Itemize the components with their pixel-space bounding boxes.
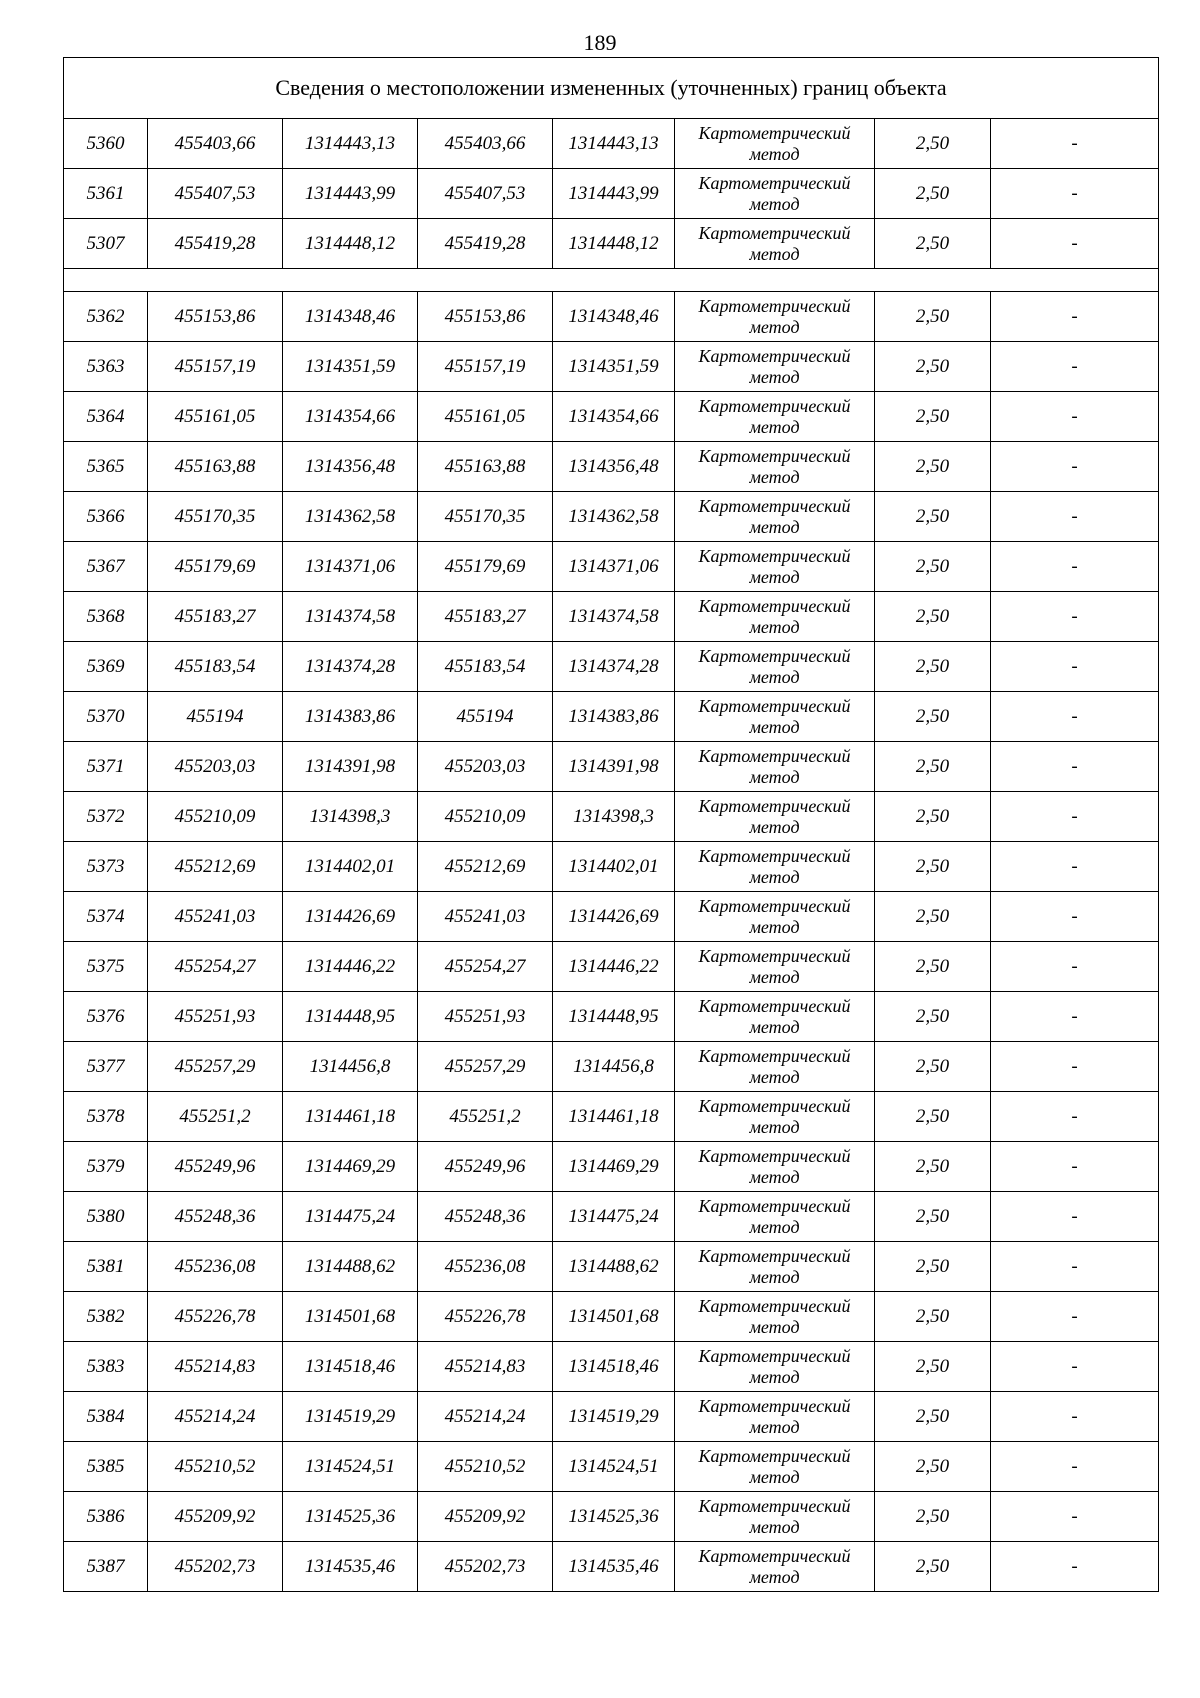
refined-x-cell: 455210,09 <box>418 792 553 842</box>
accuracy-cell: 2,50 <box>875 992 991 1042</box>
method-cell: Картометрический метод <box>675 1292 875 1342</box>
method-cell: Картометрический метод <box>675 1342 875 1392</box>
note-cell: - <box>991 1442 1159 1492</box>
refined-x-cell: 455241,03 <box>418 892 553 942</box>
note-cell: - <box>991 1242 1159 1292</box>
existing-x-cell: 455163,88 <box>148 442 283 492</box>
table-row <box>64 1542 1159 1592</box>
point-number-cell: 5379 <box>64 1142 148 1192</box>
point-number-cell: 5375 <box>64 942 148 992</box>
method-cell: Картометрический метод <box>675 1392 875 1442</box>
refined-x-cell: 455254,27 <box>418 942 553 992</box>
refined-y-cell: 1314469,29 <box>553 1142 675 1192</box>
accuracy-cell: 2,50 <box>875 1392 991 1442</box>
accuracy-cell: 2,50 <box>875 169 991 219</box>
accuracy-cell: 2,50 <box>875 1242 991 1292</box>
accuracy-cell: 2,50 <box>875 842 991 892</box>
accuracy-cell: 2,50 <box>875 942 991 992</box>
method-cell: Картометрический метод <box>675 592 875 642</box>
refined-y-cell: 1314446,22 <box>553 942 675 992</box>
point-number-cell: 5366 <box>64 492 148 542</box>
existing-x-cell: 455161,05 <box>148 392 283 442</box>
existing-y-cell: 1314448,95 <box>283 992 418 1042</box>
accuracy-cell: 2,50 <box>875 592 991 642</box>
table-row <box>64 542 1159 592</box>
accuracy-cell: 2,50 <box>875 892 991 942</box>
existing-y-cell: 1314443,13 <box>283 119 418 169</box>
accuracy-cell: 2,50 <box>875 119 991 169</box>
table-row <box>64 342 1159 392</box>
refined-x-cell: 455202,73 <box>418 1542 553 1592</box>
point-number-cell: 5386 <box>64 1492 148 1542</box>
refined-y-cell: 1314374,58 <box>553 592 675 642</box>
existing-y-cell: 1314448,12 <box>283 219 418 269</box>
existing-x-cell: 455194 <box>148 692 283 742</box>
existing-y-cell: 1314475,24 <box>283 1192 418 1242</box>
table-row <box>64 119 1159 169</box>
point-number-cell: 5380 <box>64 1192 148 1242</box>
existing-y-cell: 1314535,46 <box>283 1542 418 1592</box>
existing-y-cell: 1314524,51 <box>283 1442 418 1492</box>
method-cell: Картометрический метод <box>675 1542 875 1592</box>
note-cell: - <box>991 942 1159 992</box>
point-number-cell: 5370 <box>64 692 148 742</box>
refined-y-cell: 1314383,86 <box>553 692 675 742</box>
method-cell: Картометрический метод <box>675 169 875 219</box>
point-number-cell: 5373 <box>64 842 148 892</box>
refined-x-cell: 455257,29 <box>418 1042 553 1092</box>
note-cell: - <box>991 119 1159 169</box>
note-cell: - <box>991 1542 1159 1592</box>
note-cell: - <box>991 592 1159 642</box>
table-row <box>64 219 1159 269</box>
note-cell: - <box>991 1342 1159 1392</box>
refined-x-cell: 455214,24 <box>418 1392 553 1442</box>
note-cell: - <box>991 792 1159 842</box>
accuracy-cell: 2,50 <box>875 492 991 542</box>
refined-x-cell: 455251,2 <box>418 1092 553 1142</box>
existing-x-cell: 455248,36 <box>148 1192 283 1242</box>
existing-y-cell: 1314371,06 <box>283 542 418 592</box>
point-number-cell: 5384 <box>64 1392 148 1442</box>
point-number-cell: 5368 <box>64 592 148 642</box>
refined-y-cell: 1314519,29 <box>553 1392 675 1442</box>
existing-y-cell: 1314383,86 <box>283 692 418 742</box>
note-cell: - <box>991 1092 1159 1142</box>
accuracy-cell: 2,50 <box>875 1292 991 1342</box>
note-cell: - <box>991 992 1159 1042</box>
table-row <box>64 692 1159 742</box>
refined-x-cell: 455161,05 <box>418 392 553 442</box>
table-row <box>64 1342 1159 1392</box>
refined-y-cell: 1314524,51 <box>553 1442 675 1492</box>
note-cell: - <box>991 892 1159 942</box>
existing-x-cell: 455202,73 <box>148 1542 283 1592</box>
point-number-cell: 5364 <box>64 392 148 442</box>
note-cell: - <box>991 692 1159 742</box>
existing-y-cell: 1314362,58 <box>283 492 418 542</box>
existing-x-cell: 455407,53 <box>148 169 283 219</box>
table-row <box>64 1092 1159 1142</box>
refined-y-cell: 1314448,12 <box>553 219 675 269</box>
table-row <box>64 292 1159 342</box>
refined-y-cell: 1314525,36 <box>553 1492 675 1542</box>
existing-y-cell: 1314456,8 <box>283 1042 418 1092</box>
refined-x-cell: 455210,52 <box>418 1442 553 1492</box>
point-number-cell: 5383 <box>64 1342 148 1392</box>
existing-x-cell: 455183,54 <box>148 642 283 692</box>
refined-y-cell: 1314461,18 <box>553 1092 675 1142</box>
method-cell: Картометрический метод <box>675 292 875 342</box>
point-number-cell: 5385 <box>64 1442 148 1492</box>
method-cell: Картометрический метод <box>675 1192 875 1242</box>
accuracy-cell: 2,50 <box>875 292 991 342</box>
point-number-cell: 5381 <box>64 1242 148 1292</box>
refined-y-cell: 1314426,69 <box>553 892 675 942</box>
point-number-cell: 5382 <box>64 1292 148 1342</box>
existing-x-cell: 455210,52 <box>148 1442 283 1492</box>
point-number-cell: 5377 <box>64 1042 148 1092</box>
existing-y-cell: 1314525,36 <box>283 1492 418 1542</box>
refined-x-cell: 455407,53 <box>418 169 553 219</box>
existing-y-cell: 1314391,98 <box>283 742 418 792</box>
existing-x-cell: 455251,93 <box>148 992 283 1042</box>
table-row <box>64 1442 1159 1492</box>
method-cell: Картометрический метод <box>675 542 875 592</box>
refined-x-cell: 455226,78 <box>418 1292 553 1342</box>
note-cell: - <box>991 742 1159 792</box>
point-number-cell: 5361 <box>64 169 148 219</box>
point-number-cell: 5387 <box>64 1542 148 1592</box>
existing-y-cell: 1314398,3 <box>283 792 418 842</box>
point-number-cell: 5362 <box>64 292 148 342</box>
table-row <box>64 1192 1159 1242</box>
refined-x-cell: 455236,08 <box>418 1242 553 1292</box>
refined-x-cell: 455214,83 <box>418 1342 553 1392</box>
existing-y-cell: 1314461,18 <box>283 1092 418 1142</box>
refined-y-cell: 1314354,66 <box>553 392 675 442</box>
refined-x-cell: 455203,03 <box>418 742 553 792</box>
table-title-row <box>64 58 1159 119</box>
note-cell: - <box>991 392 1159 442</box>
refined-x-cell: 455212,69 <box>418 842 553 892</box>
existing-y-cell: 1314443,99 <box>283 169 418 219</box>
existing-x-cell: 455212,69 <box>148 842 283 892</box>
existing-x-cell: 455419,28 <box>148 219 283 269</box>
refined-y-cell: 1314443,99 <box>553 169 675 219</box>
refined-y-cell: 1314362,58 <box>553 492 675 542</box>
refined-y-cell: 1314356,48 <box>553 442 675 492</box>
existing-x-cell: 455203,03 <box>148 742 283 792</box>
refined-y-cell: 1314448,95 <box>553 992 675 1042</box>
refined-y-cell: 1314374,28 <box>553 642 675 692</box>
table-row <box>64 1492 1159 1542</box>
existing-x-cell: 455214,24 <box>148 1392 283 1442</box>
contour-separator-cell <box>64 269 1159 292</box>
method-cell: Картометрический метод <box>675 742 875 792</box>
refined-x-cell: 455170,35 <box>418 492 553 542</box>
point-number-cell: 5369 <box>64 642 148 692</box>
refined-y-cell: 1314456,8 <box>553 1042 675 1092</box>
existing-y-cell: 1314519,29 <box>283 1392 418 1442</box>
accuracy-cell: 2,50 <box>875 342 991 392</box>
table-row <box>64 942 1159 992</box>
refined-y-cell: 1314402,01 <box>553 842 675 892</box>
existing-x-cell: 455153,86 <box>148 292 283 342</box>
refined-y-cell: 1314518,46 <box>553 1342 675 1392</box>
page-number: 189 <box>583 30 617 55</box>
method-cell: Картометрический метод <box>675 492 875 542</box>
method-cell: Картометрический метод <box>675 842 875 892</box>
point-number-cell: 5376 <box>64 992 148 1042</box>
method-cell: Картометрический метод <box>675 642 875 692</box>
existing-y-cell: 1314488,62 <box>283 1242 418 1292</box>
accuracy-cell: 2,50 <box>875 692 991 742</box>
note-cell: - <box>991 442 1159 492</box>
table-row <box>64 1242 1159 1292</box>
refined-x-cell: 455183,27 <box>418 592 553 642</box>
existing-x-cell: 455254,27 <box>148 942 283 992</box>
existing-x-cell: 455214,83 <box>148 1342 283 1392</box>
table-row <box>64 392 1159 442</box>
contour-separator-row <box>64 269 1159 292</box>
refined-x-cell: 455251,93 <box>418 992 553 1042</box>
note-cell: - <box>991 1042 1159 1092</box>
existing-y-cell: 1314426,69 <box>283 892 418 942</box>
note-cell: - <box>991 492 1159 542</box>
refined-y-cell: 1314475,24 <box>553 1192 675 1242</box>
existing-x-cell: 455183,27 <box>148 592 283 642</box>
refined-x-cell: 455179,69 <box>418 542 553 592</box>
refined-y-cell: 1314488,62 <box>553 1242 675 1292</box>
method-cell: Картометрический метод <box>675 219 875 269</box>
table-row <box>64 992 1159 1042</box>
existing-x-cell: 455226,78 <box>148 1292 283 1342</box>
accuracy-cell: 2,50 <box>875 1492 991 1542</box>
method-cell: Картометрический метод <box>675 992 875 1042</box>
method-cell: Картометрический метод <box>675 442 875 492</box>
accuracy-cell: 2,50 <box>875 1042 991 1092</box>
method-cell: Картометрический метод <box>675 692 875 742</box>
existing-y-cell: 1314501,68 <box>283 1292 418 1342</box>
note-cell: - <box>991 219 1159 269</box>
refined-x-cell: 455248,36 <box>418 1192 553 1242</box>
accuracy-cell: 2,50 <box>875 792 991 842</box>
method-cell: Картометрический метод <box>675 1042 875 1092</box>
point-number-cell: 5363 <box>64 342 148 392</box>
refined-x-cell: 455163,88 <box>418 442 553 492</box>
existing-x-cell: 455403,66 <box>148 119 283 169</box>
existing-y-cell: 1314518,46 <box>283 1342 418 1392</box>
existing-y-cell: 1314446,22 <box>283 942 418 992</box>
table-row <box>64 592 1159 642</box>
accuracy-cell: 2,50 <box>875 1142 991 1192</box>
table-row <box>64 1042 1159 1092</box>
method-cell: Картометрический метод <box>675 119 875 169</box>
refined-x-cell: 455153,86 <box>418 292 553 342</box>
note-cell: - <box>991 1492 1159 1542</box>
method-cell: Картометрический метод <box>675 1442 875 1492</box>
refined-x-cell: 455403,66 <box>418 119 553 169</box>
accuracy-cell: 2,50 <box>875 392 991 442</box>
accuracy-cell: 2,50 <box>875 1542 991 1592</box>
refined-x-cell: 455209,92 <box>418 1492 553 1542</box>
refined-x-cell: 455194 <box>418 692 553 742</box>
accuracy-cell: 2,50 <box>875 542 991 592</box>
note-cell: - <box>991 1292 1159 1342</box>
refined-x-cell: 455183,54 <box>418 642 553 692</box>
existing-x-cell: 455257,29 <box>148 1042 283 1092</box>
method-cell: Картометрический метод <box>675 942 875 992</box>
table-row <box>64 442 1159 492</box>
refined-y-cell: 1314391,98 <box>553 742 675 792</box>
point-number-cell: 5367 <box>64 542 148 592</box>
point-number-cell: 5378 <box>64 1092 148 1142</box>
method-cell: Картометрический метод <box>675 1492 875 1542</box>
accuracy-cell: 2,50 <box>875 642 991 692</box>
accuracy-cell: 2,50 <box>875 742 991 792</box>
existing-y-cell: 1314354,66 <box>283 392 418 442</box>
point-number-cell: 5365 <box>64 442 148 492</box>
table-row <box>64 169 1159 219</box>
point-number-cell: 5360 <box>64 119 148 169</box>
point-number-cell: 5307 <box>64 219 148 269</box>
existing-y-cell: 1314402,01 <box>283 842 418 892</box>
existing-y-cell: 1314348,46 <box>283 292 418 342</box>
refined-y-cell: 1314501,68 <box>553 1292 675 1342</box>
method-cell: Картометрический метод <box>675 1142 875 1192</box>
point-number-cell: 5372 <box>64 792 148 842</box>
refined-x-cell: 455249,96 <box>418 1142 553 1192</box>
table-row <box>64 642 1159 692</box>
table-row <box>64 892 1159 942</box>
note-cell: - <box>991 1192 1159 1242</box>
existing-y-cell: 1314374,58 <box>283 592 418 642</box>
method-cell: Картометрический метод <box>675 392 875 442</box>
point-number-cell: 5371 <box>64 742 148 792</box>
existing-y-cell: 1314356,48 <box>283 442 418 492</box>
method-cell: Картометрический метод <box>675 1242 875 1292</box>
note-cell: - <box>991 1392 1159 1442</box>
existing-x-cell: 455179,69 <box>148 542 283 592</box>
table-row <box>64 842 1159 892</box>
method-cell: Картометрический метод <box>675 342 875 392</box>
note-cell: - <box>991 169 1159 219</box>
table-row <box>64 492 1159 542</box>
refined-x-cell: 455157,19 <box>418 342 553 392</box>
accuracy-cell: 2,50 <box>875 1442 991 1492</box>
method-cell: Картометрический метод <box>675 1092 875 1142</box>
existing-y-cell: 1314374,28 <box>283 642 418 692</box>
refined-x-cell: 455419,28 <box>418 219 553 269</box>
refined-y-cell: 1314348,46 <box>553 292 675 342</box>
point-number-cell: 5374 <box>64 892 148 942</box>
refined-y-cell: 1314371,06 <box>553 542 675 592</box>
table-title: Сведения о местоположении измененных (уточненных) границ объекта <box>64 58 1159 119</box>
note-cell: - <box>991 542 1159 592</box>
refined-y-cell: 1314535,46 <box>553 1542 675 1592</box>
boundary-coordinates-table <box>63 57 1159 1592</box>
existing-x-cell: 455251,2 <box>148 1092 283 1142</box>
accuracy-cell: 2,50 <box>875 1092 991 1142</box>
existing-x-cell: 455209,92 <box>148 1492 283 1542</box>
existing-x-cell: 455249,96 <box>148 1142 283 1192</box>
accuracy-cell: 2,50 <box>875 442 991 492</box>
existing-x-cell: 455170,35 <box>148 492 283 542</box>
existing-x-cell: 455210,09 <box>148 792 283 842</box>
existing-x-cell: 455236,08 <box>148 1242 283 1292</box>
note-cell: - <box>991 842 1159 892</box>
table-row <box>64 1292 1159 1342</box>
existing-y-cell: 1314469,29 <box>283 1142 418 1192</box>
note-cell: - <box>991 642 1159 692</box>
note-cell: - <box>991 1142 1159 1192</box>
method-cell: Картометрический метод <box>675 892 875 942</box>
refined-y-cell: 1314351,59 <box>553 342 675 392</box>
table-row <box>64 1142 1159 1192</box>
existing-x-cell: 455157,19 <box>148 342 283 392</box>
note-cell: - <box>991 292 1159 342</box>
table-row <box>64 1392 1159 1442</box>
accuracy-cell: 2,50 <box>875 1342 991 1392</box>
note-cell: - <box>991 342 1159 392</box>
refined-y-cell: 1314443,13 <box>553 119 675 169</box>
refined-y-cell: 1314398,3 <box>553 792 675 842</box>
table-row <box>64 742 1159 792</box>
existing-x-cell: 455241,03 <box>148 892 283 942</box>
method-cell: Картометрический метод <box>675 792 875 842</box>
accuracy-cell: 2,50 <box>875 219 991 269</box>
table-row <box>64 792 1159 842</box>
accuracy-cell: 2,50 <box>875 1192 991 1242</box>
existing-y-cell: 1314351,59 <box>283 342 418 392</box>
